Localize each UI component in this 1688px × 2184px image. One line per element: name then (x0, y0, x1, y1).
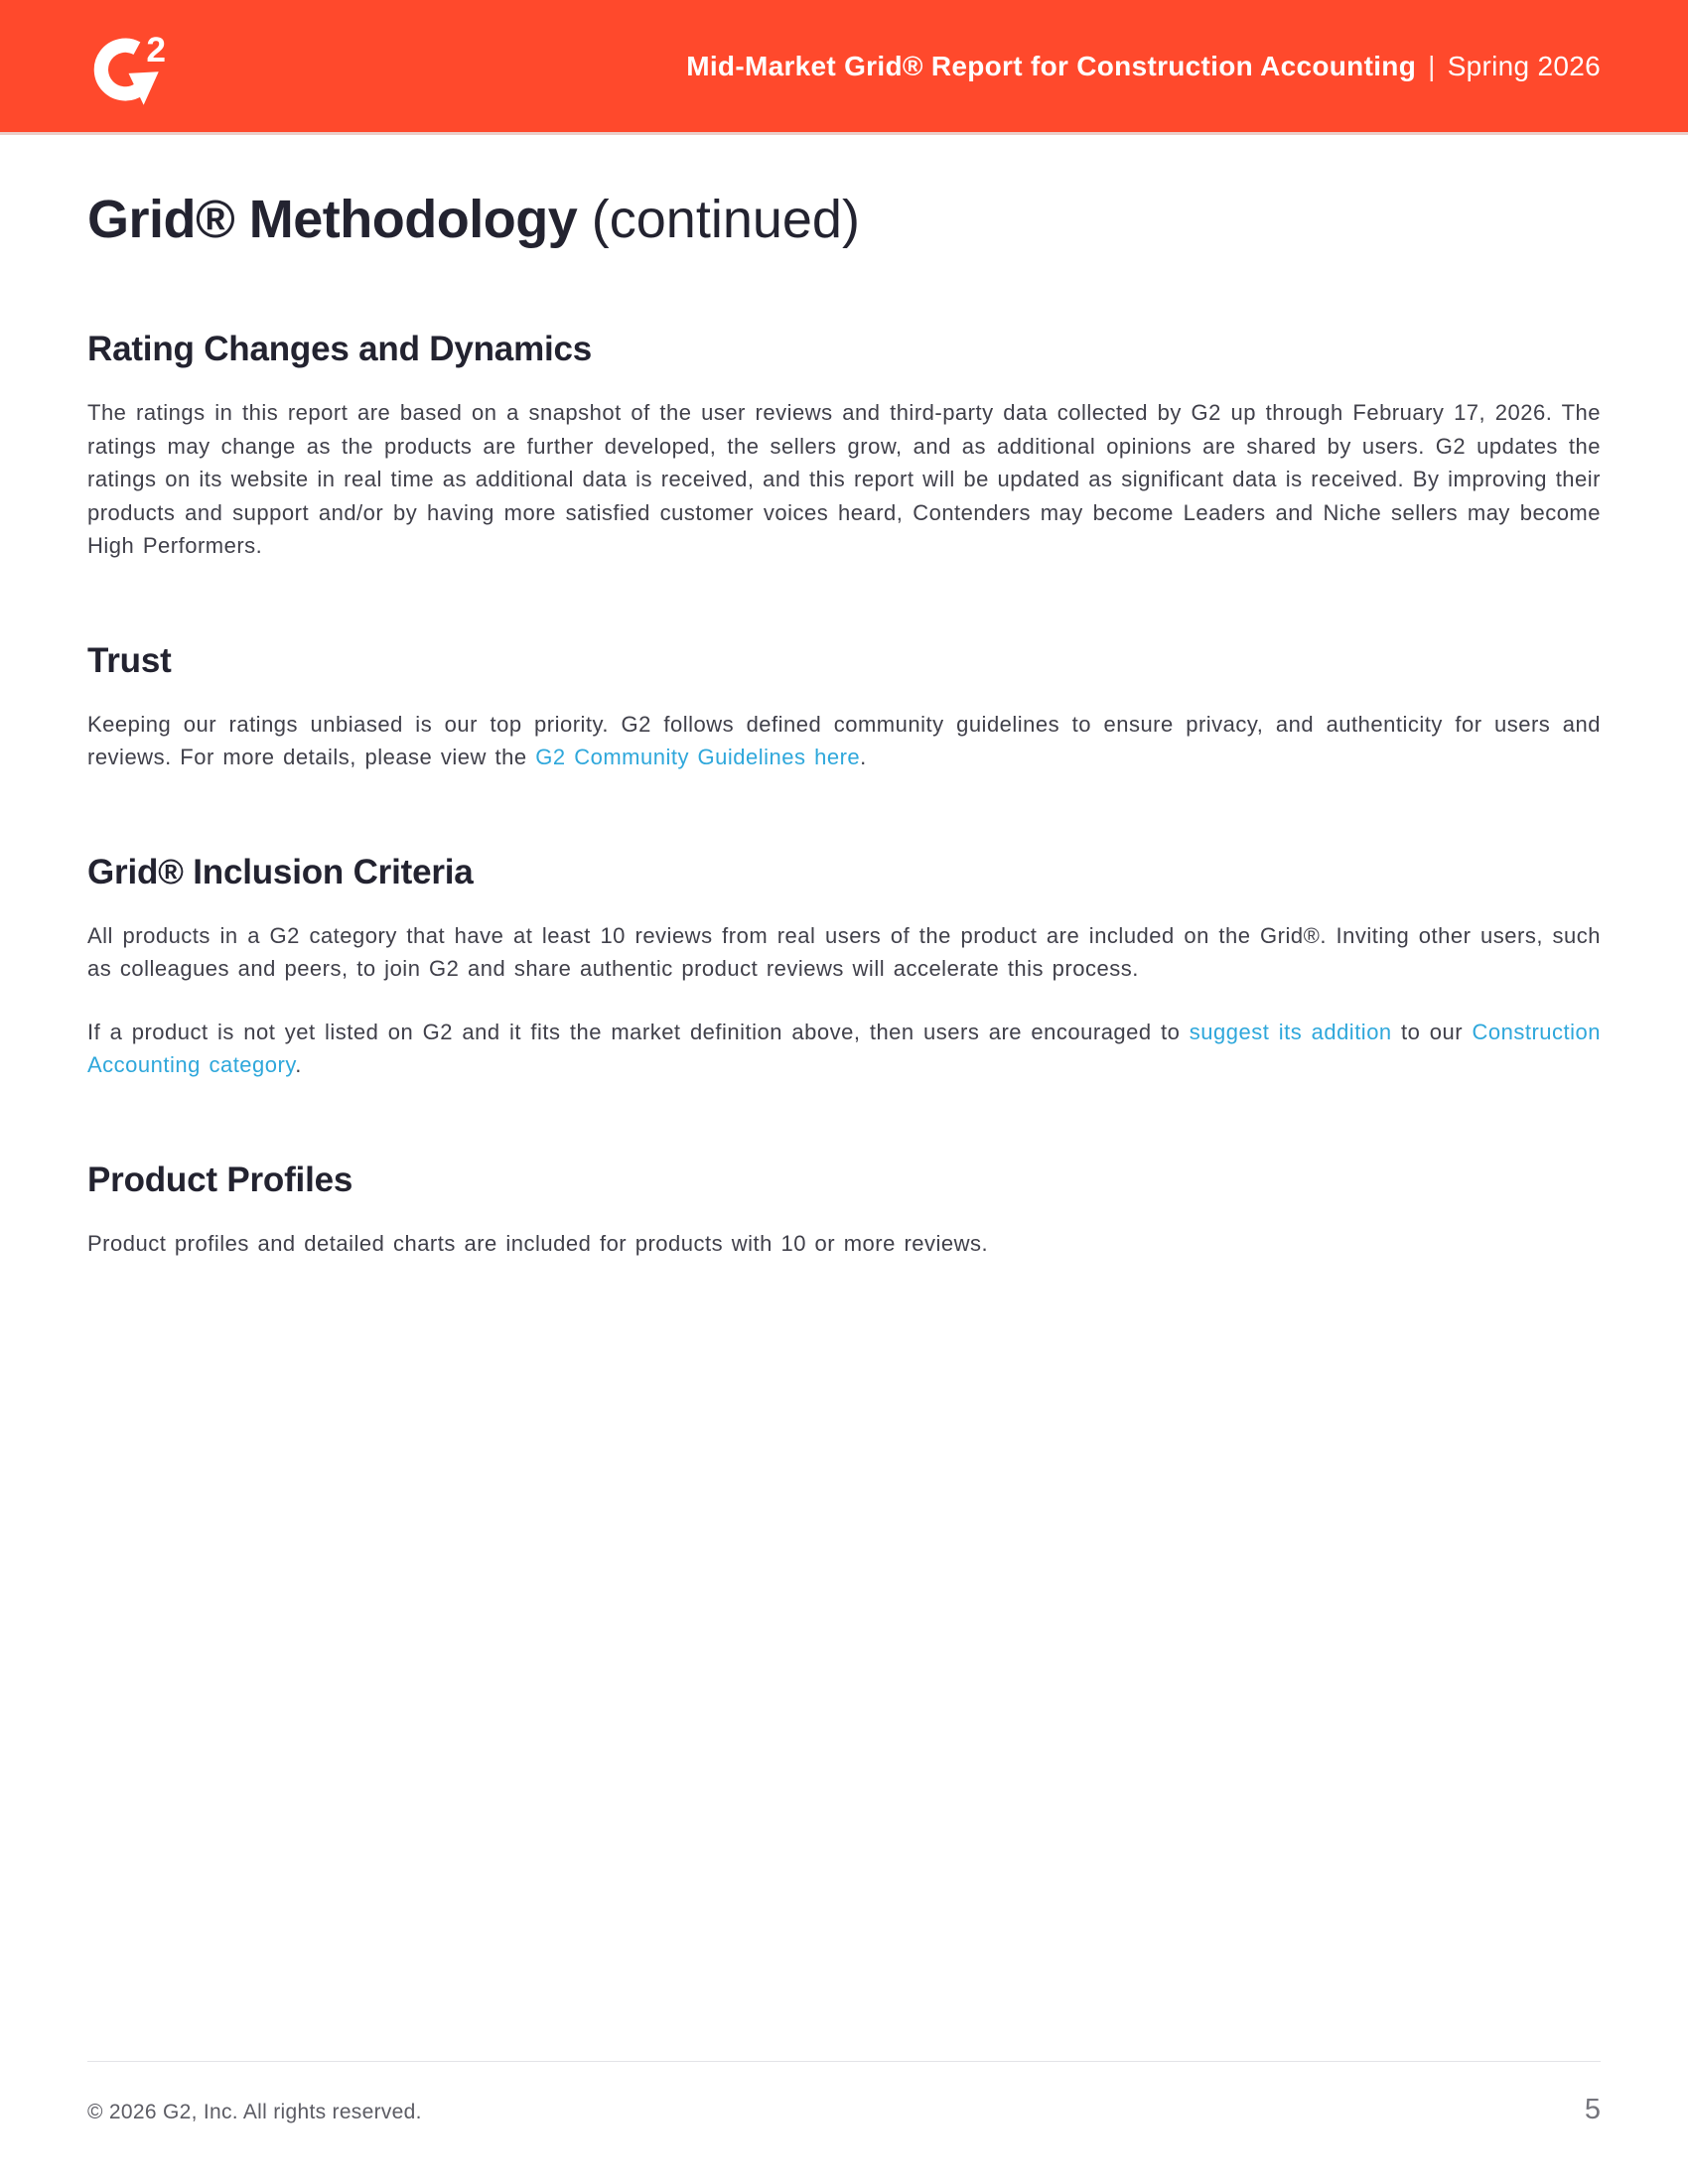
trust-text: Keeping our ratings unbiased is our top priority. G2 follows defined community guidelines to ensure privacy, and authenticity for users and reviews. For more details, please view the (87, 711, 1601, 769)
product-profiles-paragraph: Product profiles and detailed charts are included for products with 10 or more reviews. (87, 1230, 989, 1256)
section-heading-trust: Trust (87, 640, 172, 680)
section-rating-changes (87, 329, 1601, 563)
section-heading-rating-changes: Rating Changes and Dynamics (87, 330, 593, 368)
page-title (87, 188, 1601, 251)
section-inclusion-criteria (87, 852, 1601, 1082)
trust-text-end: . (860, 745, 867, 769)
section-heading-inclusion-criteria: Grid® Inclusion Criteria (87, 852, 474, 891)
community-guidelines-link[interactable]: G2 Community Guidelines here (535, 745, 861, 769)
copyright-text: © 2026 G2, Inc. All rights reserved. (87, 2101, 422, 2123)
trust-paragraph (87, 708, 1601, 774)
page-footer (87, 2061, 1601, 2126)
g2-logo-icon (84, 25, 168, 110)
suggest-addition-link[interactable]: suggest its addition (1189, 1019, 1392, 1044)
banner-title-bold: Mid-Market Grid® Report for Construction Accounting (686, 50, 1417, 81)
rating-changes-paragraph: The ratings in this report are based on a snapshot of the user reviews and third-party data collected by G2 up through February 17, 2026. The ratings may change as the products are further developed, the sellers grow, and as additional opinions are shared by users. G2 updates the ratings on its website in real time as additional data is received, and this report will be updated as significant data is received. By improving their products and support and/or by having more satisfied customer voices heard, Contenders may become Leaders and Niche sellers may become High Performers. (87, 400, 1601, 558)
inclusion-criteria-paragraph-2 (87, 1016, 1601, 1082)
category-link[interactable]: Construction Accounting category (87, 1019, 1602, 1077)
g2-logo (84, 25, 168, 110)
banner-title-edition: Spring 2026 (1447, 50, 1601, 81)
page-number: 5 (1584, 2094, 1601, 2125)
section-heading-product-profiles: Product Profiles (87, 1160, 353, 1199)
banner-title-separator: | (1428, 50, 1436, 81)
inclusion-text-end: . (295, 1052, 302, 1077)
inclusion-text-before: If a product is not yet listed on G2 and it fits the market definition above, then users are encouraged to (87, 1019, 1190, 1044)
inclusion-criteria-paragraph-1: All products in a G2 category that have at least 10 reviews from real users of the product are included on the Grid®. Inviting other users, such as colleagues and peers, to join G2 and share authentic product reviews will accelerate this process. (87, 922, 1601, 981)
section-product-profiles (87, 1160, 1601, 1261)
page-title-continued: (continued) (591, 190, 860, 249)
page-content (0, 188, 1688, 1260)
g2-logo-superscript: 2 (146, 30, 167, 69)
report-banner-title (168, 51, 1601, 82)
section-trust (87, 640, 1601, 774)
page-title-bold: Grid® Methodology (87, 190, 578, 249)
report-header-banner (0, 0, 1688, 132)
inclusion-text-middle: to our (1391, 1019, 1473, 1044)
